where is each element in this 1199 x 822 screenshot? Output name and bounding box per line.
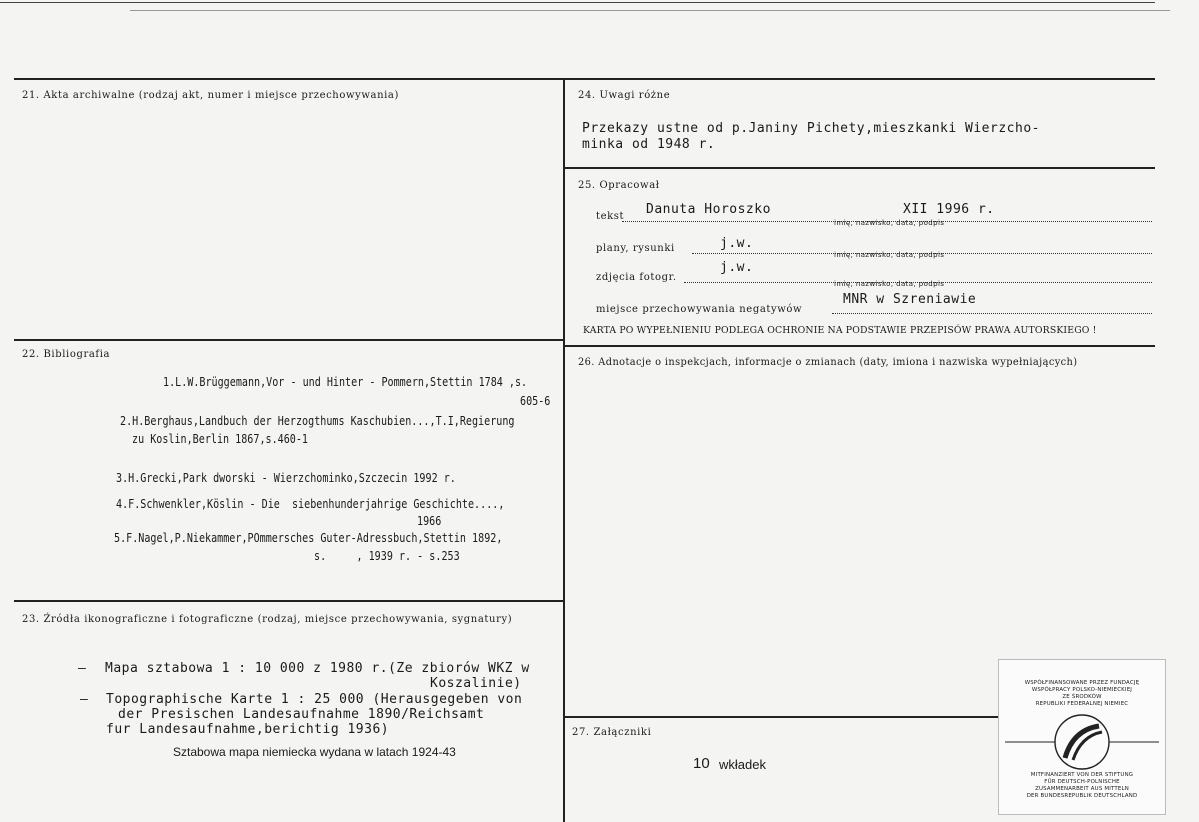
stamp-bottom-2: FÜR DEUTSCH-POLNISCHE [1044,779,1120,785]
source-line-2: Koszalinie) [430,676,522,691]
zdjecia-caption: imię, nazwisko, data, podpis [834,280,945,288]
bib-item-5: 5.F.Nagel,P.Niekammer,POmmersches Guter-Adressbuch,Stettin 1892, [114,531,503,545]
sec27-label: 27. Załączniki [572,727,652,738]
bib-item-2: 2.H.Berghaus,Landbuch der Herzogthums Kaschubien...,T.I,Regierung [120,414,515,428]
zdjecia-label: zdjęcia fotogr. [596,272,677,283]
top-rule [0,2,1155,3]
bib-item-2-cont: zu Koslin,Berlin 1867,s.460-1 [132,432,308,446]
source-note: Sztabowa mapa niemiecka wydana w latach 1924-43 [173,745,456,759]
grid-center-line [563,78,565,822]
grid-top-line [14,78,1155,80]
stamp-bottom-3: ZUSAMMENARBEIT AUS MITTELN [1035,786,1129,792]
remarks-line-1: Przekazy ustne od p.Janiny Pichety,mieszkanki Wierzcho- [582,121,1040,136]
stamp-top-3: ZE ŚRODKÓW [1062,694,1102,700]
attachments-count: 10 [693,755,710,772]
grid-line-21-22 [14,339,563,341]
attachments-unit: wkładek [719,757,766,772]
negatywy-value: MNR w Szreniawie [843,292,977,307]
grid-line-26-27 [563,716,999,718]
bib-item-1-cont: 605-6 [520,394,551,408]
header-rule [130,10,1170,11]
source-line-3: Topographische Karte 1 : 25 000 (Herausgegeben von [106,692,523,707]
foundation-stamp [998,659,1166,815]
sec25-label: 25. Opracował [578,180,660,191]
bib-item-4: 4.F.Schwenkler,Köslin - Die siebenhunderjahrige Geschichte...., [116,497,505,511]
sec24-label: 24. Uwagi różne [578,90,671,101]
bib-item-5-cont: s. , 1939 r. - s.253 [314,549,460,563]
source-line-1: Mapa sztabowa 1 : 10 000 z 1980 r.(Ze zbiorów WKZ w [105,661,530,676]
tekst-caption: imię, nazwisko, data, podpis [834,219,945,227]
foundation-logo-icon [999,712,1165,772]
bib-item-4-cont: 1966 [417,514,442,528]
source-line-4: der Presischen Landesaufnahme 1890/Reichsamt [118,707,485,722]
source-line-5: fur Landesaufnahme,berichtig 1936) [106,722,390,737]
tekst-value: Danuta Horoszko [646,202,771,217]
stamp-bottom-4: DER BUNDESREPUBLIK DEUTSCHLAND [1026,793,1138,799]
sec22-label: 22. Bibliografia [22,349,111,360]
negatywy-dotted-line [832,313,1152,314]
copyright-notice: KARTA PO WYPEŁNIENIU PODLEGA OCHRONIE NA PODSTAWIE PRZEPISÓW PRAWA AUTORSKIEGO ! [583,325,1097,336]
negatywy-label: miejsce przechowywania negatywów [596,304,803,315]
grid-line-25-26 [563,345,1155,347]
stamp-top-2: WSPÓŁPRACY POLSKO-NIEMIECKIEJ [1031,687,1133,693]
zdjecia-value: j.w. [720,260,754,275]
grid-line-22-23 [14,600,563,602]
stamp-top-4: REPUBLIKI FEDERALNEJ NIEMIEC [1035,701,1129,707]
bib-item-3: 3.H.Grecki,Park dworski - Wierzchominko,Szczecin 1992 r. [116,471,456,485]
remarks-line-2: minka od 1948 r. [582,137,716,152]
plany-value: j.w. [720,236,754,251]
sec21-label: 21. Akta archiwalne (rodzaj akt, numer i miejsce przechowywania) [22,90,399,101]
grid-line-24-25 [563,167,1155,169]
stamp-top-1: WSPÓŁFINANSOWANE PRZEZ FUNDACJĘ [1024,680,1140,686]
plany-caption: imię, nazwisko, data, podpis [834,251,945,259]
sec23-label: 23. Źródła ikonograficzne i fotograficzne (rodzaj, miejsce przechowywania, sygnatury) [22,614,513,625]
plany-label: plany, rysunki [596,243,675,254]
sec26-label: 26. Adnotacje o inspekcjach, informacje o zmianach (daty, imiona i nazwiska wypełniających) [578,357,1078,368]
source-bullet-1: – [78,661,87,676]
tekst-date: XII 1996 r. [903,202,995,217]
tekst-label: tekst [596,211,625,222]
source-bullet-2: – [80,692,89,707]
bib-item-1: 1.L.W.Brüggemann,Vor - und Hinter - Pommern,Stettin 1784 ,s. [163,375,528,389]
stamp-bottom-1: MITFINANZIERT VON DER STIFTUNG [1030,772,1134,778]
